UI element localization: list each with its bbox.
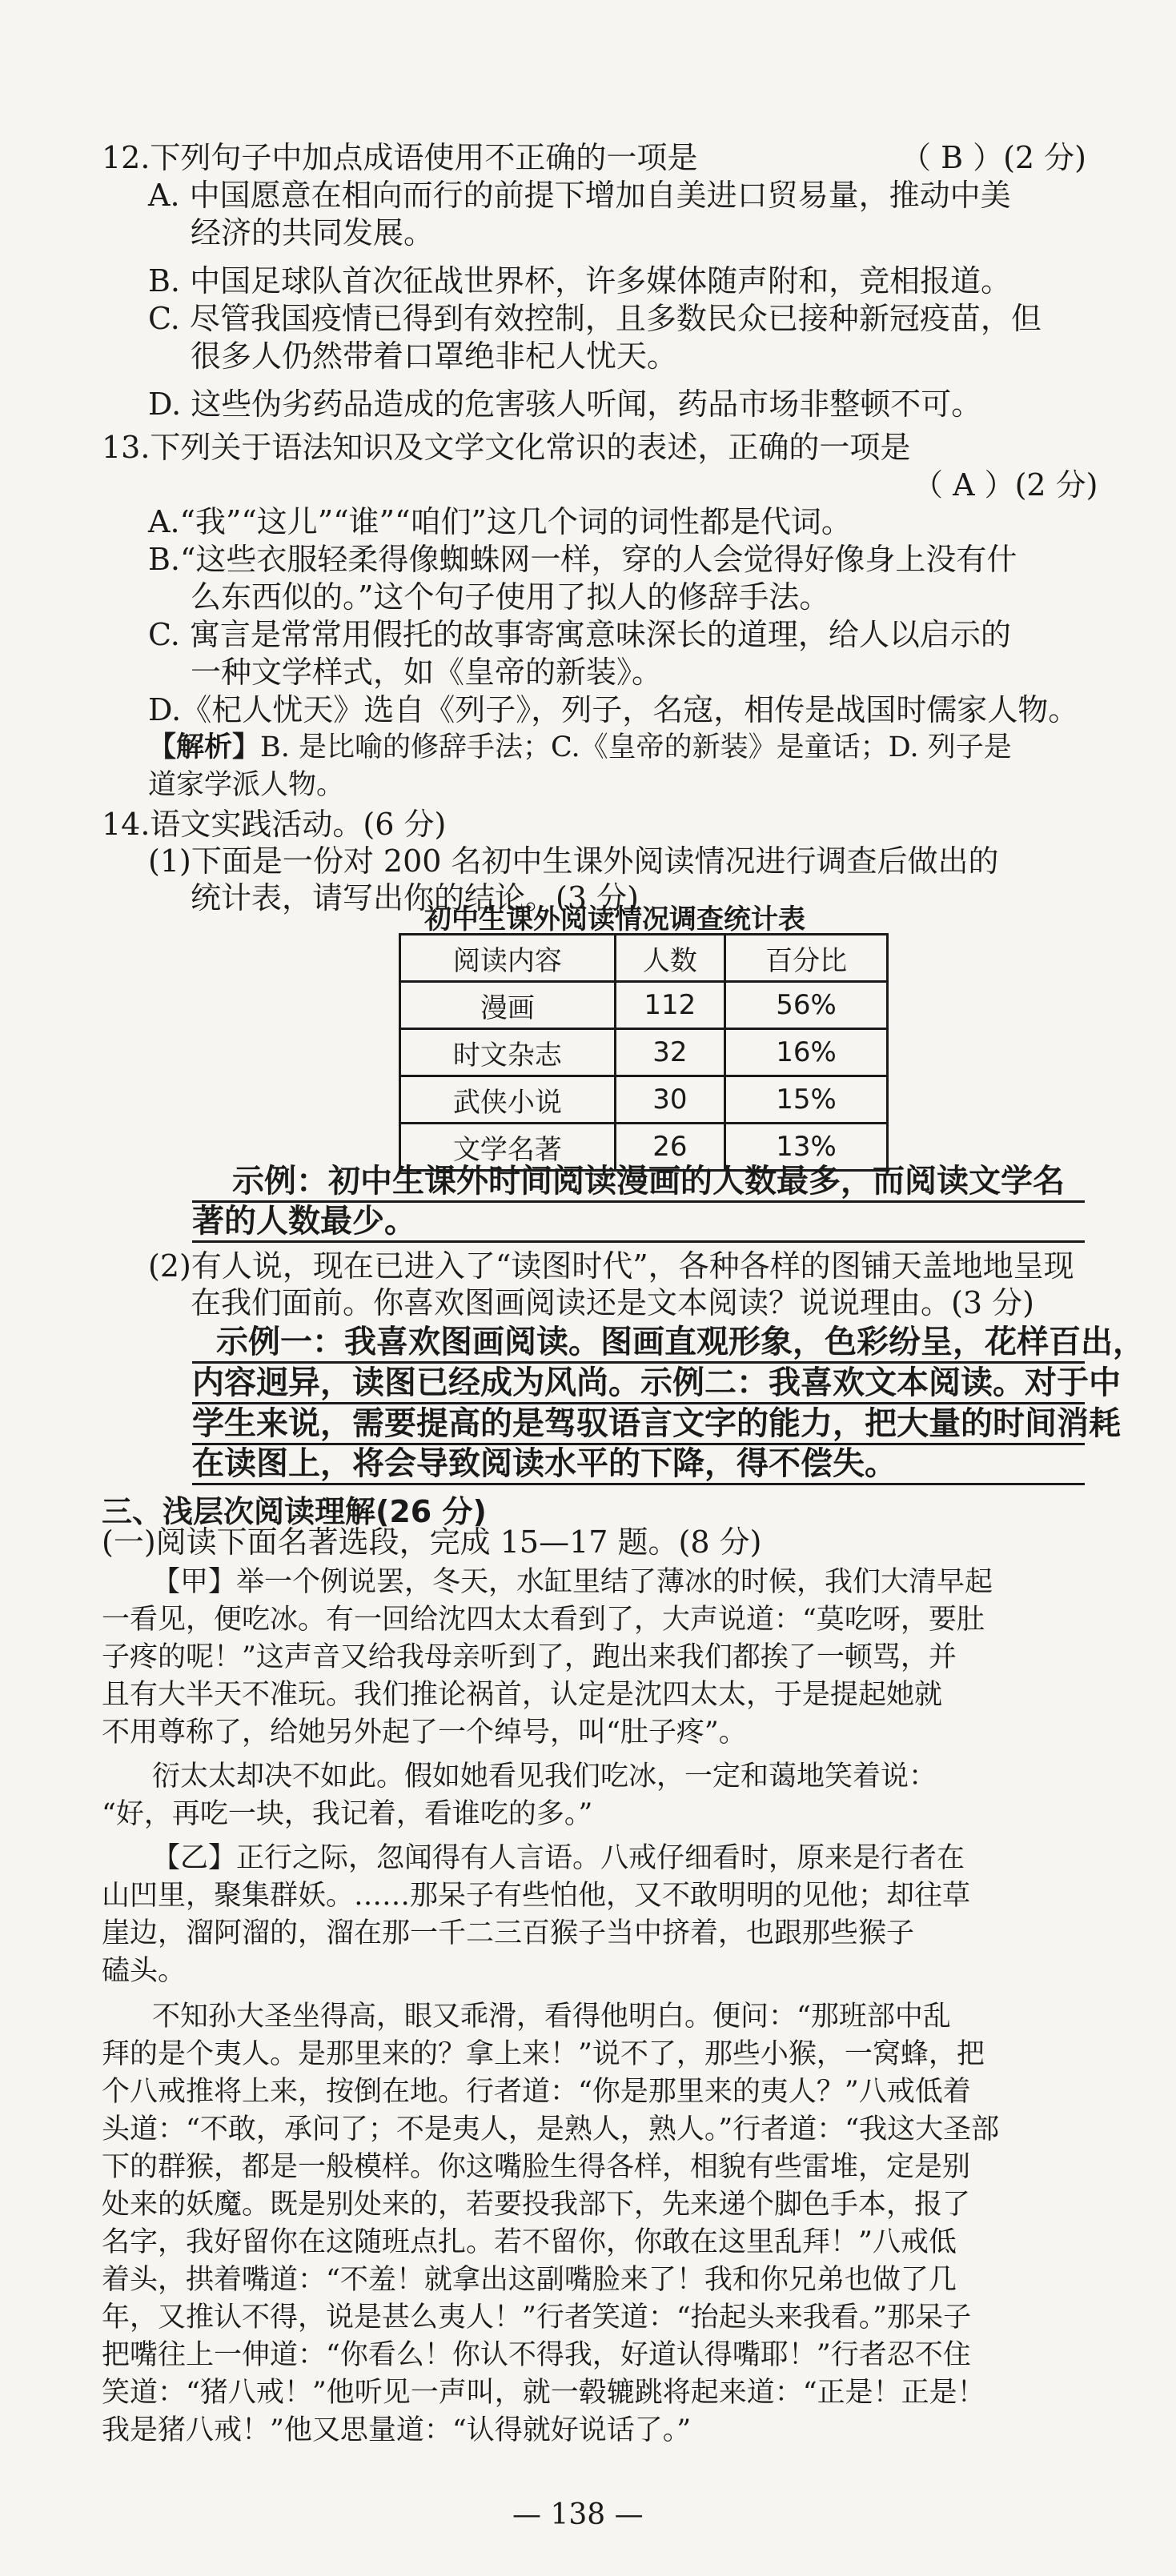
q14-part1-answer-line2: 著的人数最少。 [192,1203,416,1240]
table-header: 人数 [615,935,724,982]
table-row [400,1029,888,1076]
table-row [400,1076,888,1124]
passage-jia-line: 不用尊称了，给她另外起了一个绰号，叫“肚子疼”。 [102,1717,747,1749]
q13-line-b1: B.“这些衣服轻柔得像蜘蛛网一样，穿的人会觉得好像身上没有什 [148,542,1017,577]
table-title: 初中生课外阅读情况调查统计表 [424,903,805,935]
q13-line-c1: C. 寓言是常常用假托的故事寄寓意味深长的道理，给人以启示的 [148,617,1011,652]
passage-jia-line: 一看见，便吃冰。有一回给沈四太太看到了，大声说道：“莫吃呀，要肚 [102,1604,985,1636]
table-cell: 112 [615,982,724,1029]
q12-line-a1: A. 中国愿意在相向而行的前提下增加自美进口贸易量，推动中美 [148,178,1011,213]
passage-yi-line: 个八戒推将上来，按倒在地。行者道：“你是那里来的夷人？”八戒低着 [102,2076,971,2108]
q13-answer: （ A ）(2 分) [913,467,1098,503]
passage-yi-line: 拜的是个夷人。是那里来的？拿上来！”说不了，那些小猴，一窝蜂，把 [102,2038,985,2070]
table-cell: 13% [724,1124,887,1171]
passage-yi-line: 我是猪八戒！”他又思量道：“认得就好说话了。” [102,2414,692,2446]
q14-part2-line1: (2)有人说，现在已进入了“读图时代”，各种各样的图铺天盖地地呈现 [148,1248,1074,1284]
section-title: 三、浅层次阅读理解(26 分) [102,1494,487,1529]
passage-yi-line: 名字，我好留你在这随班点扎。若不留你，你敢在这里乱拜！”八戒低 [102,2226,957,2258]
subsection-title: (一)阅读下面名著选段，完成 15—17 题。(8 分) [102,1524,762,1560]
passage-yi-line: 不知孙大圣坐得高，眼又乖滑，看得他明白。便问：“那班部中乱 [152,2001,951,2033]
passage-yi-line: 下的群猴，都是一般模样。你这嘴脸生得各样，相貌有些雷堆，定是别 [102,2151,971,2183]
table-cell: 30 [615,1076,724,1124]
q12-line-b: B. 中国足球队首次征战世界杯，许多媒体随声附和，竞相报道。 [148,263,1012,298]
answer-underline [192,1240,1085,1243]
table-cell: 漫画 [400,982,616,1029]
passage-yi-line: 【乙】正行之际，忽闻得有人言语。八戒仔细看时，原来是行者在 [152,1842,965,1874]
passage-yi-line: 把嘴往上一伸道：“你看么！你认不得我，好道认得嘴耶！”行者忍不住 [102,2339,971,2371]
q13-analysis-line2: 道家学派人物。 [148,769,345,801]
q13-line-b2: 么东西似的。”这个句子使用了拟人的修辞手法。 [191,579,830,615]
passage-yi-line: 头道：“不敢，承问了；不是夷人，是熟人，熟人。”行者道：“我这大圣部 [102,2113,1000,2145]
passage-yi-line: 山凹里，聚集群妖。……那呆子有些怕他，又不敢明明的见他；却往草 [102,1880,971,1912]
q13-line-d: D.《杞人忧天》选自《列子》，列子，名寇，相传是战国时儒家人物。 [148,692,1079,727]
q14-part1-answer-line1: 示例：初中生课外时间阅读漫画的人数最多，而阅读文学名 [232,1163,1065,1200]
q12-line-c1: C. 尽管我国疫情已得到有效控制，且多数民众已接种新冠疫苗，但 [148,301,1042,336]
q12-stem: 12.下列句子中加点成语使用不正确的一项是 [102,140,698,175]
q14-part2-answer-line2: 内容迥异，读图已经成为风尚。示例二：我喜欢文本阅读。对于中 [192,1364,1121,1401]
answer-underline [192,1483,1085,1485]
q14-part2-line2: 在我们面前。你喜欢图画阅读还是文本阅读？说说理由。(3 分) [191,1285,1034,1320]
q12-line-d: D. 这些伪劣药品造成的危害骇人听闻，药品市场非整顿不可。 [148,387,982,422]
table-header-row [400,935,888,982]
passage-jia-line: 衍太太却决不如此。假如她看见我们吃冰，一定和蔼地笑着说： [152,1761,937,1793]
passage-jia-line: 【甲】举一个例说罢，冬天，水缸里结了薄冰的时候，我们大清早起 [152,1566,993,1598]
q13-line-a: A.“我”“这儿”“谁”“咱们”这几个词的词性都是代词。 [148,504,852,539]
table-cell: 15% [724,1076,887,1124]
q14-part1-line1: (1)下面是一份对 200 名初中生课外阅读情况进行调查后做出的 [148,843,999,879]
page-number: — 138 — [512,2498,644,2531]
table-cell: 时文杂志 [400,1029,616,1076]
q14-part1-line2: 统计表，请写出你的结论。(3 分) [191,880,639,915]
q13-line-c2: 一种文学样式，如《皇帝的新装》。 [191,655,663,690]
answer-underline [192,1361,1085,1364]
q12-line-c2: 很多人仍然带着口罩绝非杞人忧天。 [191,339,678,374]
table-cell: 文学名著 [400,1124,616,1171]
q12-line-a2: 经济的共同发展。 [191,215,435,250]
table-cell: 32 [615,1029,724,1076]
q13-stem: 13.下列关于语法知识及文学文化常识的表述，正确的一项是 [102,430,911,465]
reading-stats-table [399,933,889,1172]
passage-jia-line: 且有大半天不准玩。我们推论祸首，认定是沈四太太，于是提起她就 [102,1679,943,1711]
passage-jia-line: 子疼的呢！”这声音又给我母亲听到了，跑出来我们都挨了一顿骂，并 [102,1641,957,1673]
passage-yi-line: 着头，拱着嘴道：“不羞！就拿出这副嘴脸来了！我和你兄弟也做了几 [102,2264,957,2296]
passage-yi-line: 崖边，溜阿溜的，溜在那一千二三百猴子当中挤着，也跟那些猴子 [102,1917,915,1949]
analysis-text-1: B. 是比喻的修辞手法；C.《皇帝的新装》是童话；D. 列子是 [260,731,1012,763]
passage-yi-line: 磕头。 [102,1955,187,1987]
table-row [400,982,888,1029]
table-cell: 16% [724,1029,887,1076]
table-cell: 56% [724,982,887,1029]
q14-stem: 14.语文实践活动。(6 分) [102,807,447,842]
q13-analysis-line1 [148,730,1012,765]
answer-underline [192,1402,1085,1404]
table-cell: 武侠小说 [400,1076,616,1124]
passage-yi-line: 年，又推认不得，说是甚么夷人！”行者笑道：“抬起头来我看。”那呆子 [102,2302,972,2334]
table-cell: 26 [615,1124,724,1171]
passage-yi-line: 处来的妖魔。既是别处来的，若要投我部下，先来递个脚色手本，报了 [102,2189,971,2221]
q14-part2-answer-line1: 示例一：我喜欢图画阅读。图画直观形象，色彩纷呈，花样百出， [216,1324,1145,1360]
passage-jia-line: “好，再吃一块，我记着，看谁吃的多。” [102,1798,593,1830]
table-header: 阅读内容 [400,935,616,982]
table-header: 百分比 [724,935,887,982]
q14-part2-answer-line4: 在读图上，将会导致阅读水平的下降，得不偿失。 [192,1445,897,1482]
passage-yi-line: 笑道：“猪八戒！”他听见一声叫，就一毂辘跳将起来道：“正是！正是！ [102,2377,985,2409]
analysis-label: 【解析】 [148,731,261,763]
q12-answer: （ B ）(2 分) [901,140,1086,175]
q14-part2-answer-line3: 学生来说，需要提高的是驾驭语言文字的能力，把大量的时间消耗 [192,1405,1121,1442]
